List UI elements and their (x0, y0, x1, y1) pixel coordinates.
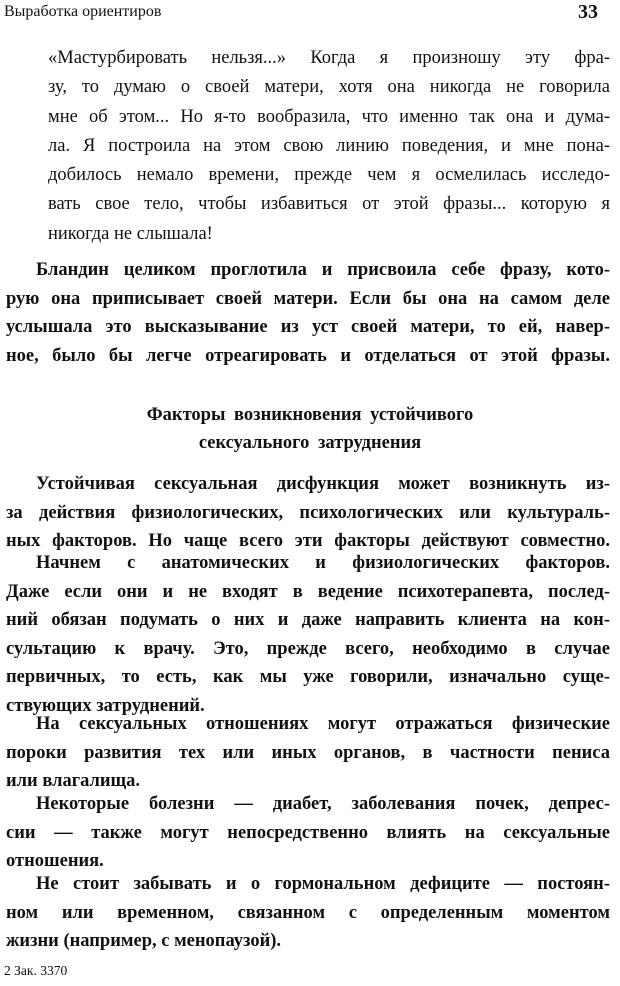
paragraph-line: услышала это высказывание из уст своей матери, то ей, навер- (6, 317, 610, 338)
printer-signature-mark: 2 Зак. 3370 (4, 963, 68, 978)
paragraph-line: сии — также могут непосредственно влиять на сексуальные (6, 822, 610, 843)
paragraph-line: отношения. (6, 851, 104, 872)
quote-line: вать свое тело, чтобы избавиться от этой фразы... которую я (48, 194, 610, 215)
quote-line: «Мастурбировать нельзя...» Когда я произношу эту фра- (48, 48, 610, 68)
section-heading (0, 401, 620, 457)
running-header: Выработка ориентиров (4, 3, 162, 20)
paragraph-line: ний обязан подумать о них и даже направить клиента на кон- (6, 610, 610, 631)
quote-line: мне об этом... Но я-то вообразила, что именно так она и дума- (48, 106, 610, 127)
paragraph-anatomical (6, 549, 610, 721)
paragraph-line: ное, было бы легче отреагировать и отделаться от этой фразы. (6, 346, 610, 367)
paragraph-line: рую она приписывает своей матери. Если бы она на самом деле (6, 288, 610, 309)
paragraph-line: за действия физиологических, психологических или культураль- (6, 502, 610, 523)
paragraph-line: ствующих затруднений. (6, 695, 205, 716)
paragraph-line: ных факторов. Но чаще всего эти факторы действуют совместно. (6, 531, 610, 552)
paragraph-line: Даже если они и не входят в ведение психотерапевта, послед- (6, 581, 610, 602)
paragraph-line: Не стоит забывать и о гормональном дефиците — постоян- (36, 874, 610, 894)
paragraph-hormonal (6, 870, 610, 956)
paragraph-line: жизни (например, с менопаузой). (6, 931, 282, 952)
paragraph-diseases (6, 790, 610, 876)
page-number: 33 (578, 1, 598, 23)
paragraph-line: или влагалища. (6, 771, 141, 792)
heading-line: сексуального затруднения (198, 433, 422, 453)
quote-line: зу, то думаю о своей матери, хотя она никогда не говорила (48, 77, 610, 98)
quote-line: никогда не слышала! (48, 223, 213, 244)
quote-line: добилось немало времени, прежде чем я осмелилась исследо- (48, 165, 610, 186)
paragraph-line: ном или временном, связанном с определенным моментом (6, 902, 610, 923)
paragraph-line: На сексуальных отношениях могут отражаться физические (36, 714, 610, 734)
paragraph-line: первичных, то есть, как мы уже говорили, изначально суще- (6, 667, 610, 688)
paragraph-line: сультацию к врачу. Это, прежде всего, необходимо в случае (6, 638, 610, 659)
paragraph-malformations (6, 710, 610, 796)
paragraph-line: пороки развития тех или иных органов, в частности пениса (6, 742, 610, 763)
paragraph-blandine (6, 256, 610, 371)
heading-line: Факторы возникновения устойчивого (146, 405, 474, 425)
paragraph-line: Некоторые болезни — диабет, заболевания почек, депрес- (36, 794, 610, 814)
paragraph-line: Устойчивая сексуальная дисфункция может возникнуть из- (36, 474, 610, 494)
quote-line: ла. Я построила на этом свою линию поведения, и мне пона- (48, 135, 610, 156)
paragraph-line: Начнем с анатомических и физиологических факторов. (36, 553, 610, 573)
paragraph-line: Бландин целиком проглотила и присвоила себе фразу, кото- (36, 260, 610, 280)
paragraph-dysfunction (6, 470, 610, 556)
quote-block (48, 44, 610, 249)
